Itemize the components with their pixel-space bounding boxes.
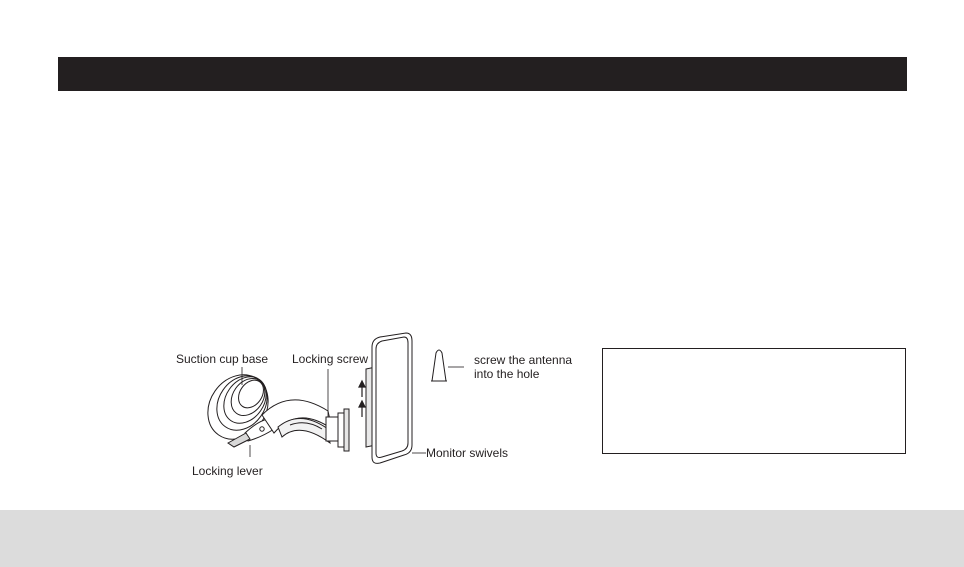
monitor-back — [372, 333, 412, 463]
mount-diagram — [150, 325, 573, 490]
label-antenna-line-2: into the hole — [474, 367, 540, 381]
label-suction-cup-base: Suction cup base — [176, 352, 269, 366]
label-locking-screw: Locking screw — [292, 352, 369, 366]
section-header-bar — [58, 57, 907, 91]
up-arrows — [359, 381, 365, 417]
mount-arm — [262, 400, 332, 443]
label-locking-lever: Locking lever — [192, 464, 263, 478]
note-box — [602, 348, 906, 454]
label-monitor-swivels: Monitor swivels — [426, 446, 509, 460]
label-antenna-line-1: screw the antenna — [474, 353, 573, 367]
footer-bar — [0, 510, 964, 567]
antenna — [431, 350, 447, 381]
